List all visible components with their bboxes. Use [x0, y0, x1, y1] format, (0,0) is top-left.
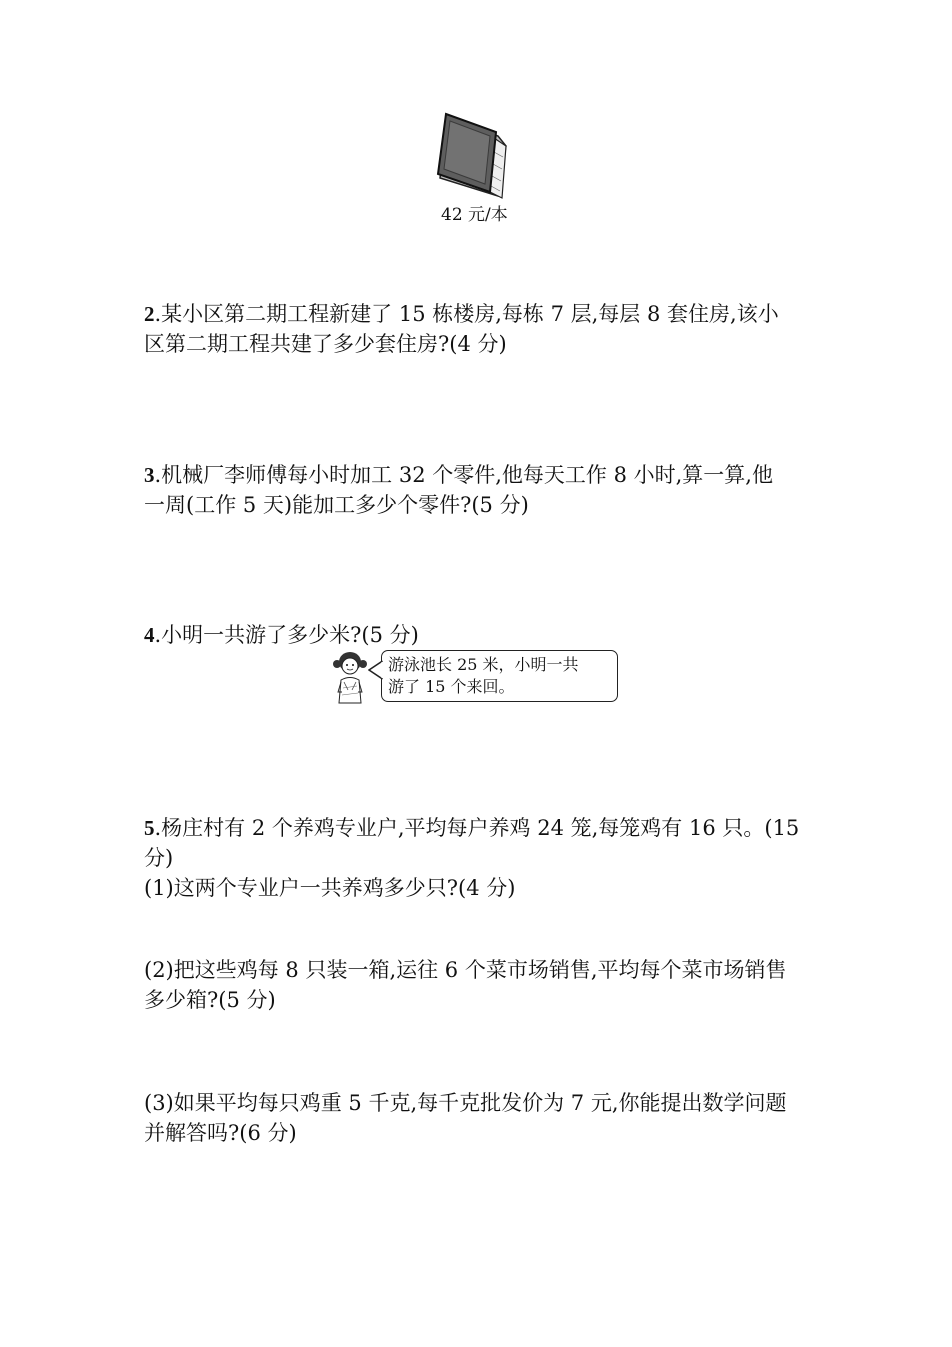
- question-5: [144, 813, 799, 843]
- speech-bubble-line: 游了 15 个来回。: [388, 677, 515, 696]
- book-price-caption: 42 元/本: [441, 205, 508, 225]
- book-icon: [436, 112, 516, 200]
- question-5-line-2: 分): [144, 846, 174, 870]
- question-number: 5: [144, 816, 155, 840]
- sub-question-1: (1)这两个专业户一共养鸡多少只?(4 分): [144, 876, 516, 900]
- question-3: [144, 460, 773, 490]
- question-3-line-2: 一周(工作 5 天)能加工多少个零件?(5 分): [144, 493, 529, 517]
- question-text-line: .机械厂李师傅每小时加工 32 个零件,他每天工作 8 小时,算一算,他: [154, 463, 773, 487]
- question-text-line: .小明一共游了多少米?(5 分): [154, 623, 419, 647]
- girl-figure: [330, 648, 370, 704]
- question-number: 2: [144, 302, 155, 326]
- book-figure: [436, 112, 516, 200]
- sub-question-2-line-2: 多少箱?(5 分): [144, 988, 276, 1012]
- question-2: [144, 299, 779, 329]
- sub-question-3-line-2: 并解答吗?(6 分): [144, 1121, 297, 1145]
- sub-question-3: (3)如果平均每只鸡重 5 千克,每千克批发价为 7 元,你能提出数学问题: [144, 1091, 787, 1115]
- speech-bubble-line: 游泳池长 25 米，小明一共: [388, 655, 579, 674]
- question-number: 3: [144, 463, 155, 487]
- speech-tail-icon: [368, 660, 384, 682]
- question-number: 4: [144, 623, 155, 647]
- speech-bubble: [381, 650, 618, 702]
- question-text-line: .杨庄村有 2 个养鸡专业户,平均每户养鸡 24 笼,每笼鸡有 16 只。(15: [154, 816, 800, 840]
- question-4: [144, 620, 419, 650]
- question-2-line-2: 区第二期工程共建了多少套住房?(4 分): [144, 332, 507, 356]
- sub-question-2: (2)把这些鸡每 8 只装一箱,运往 6 个菜市场销售,平均每个菜市场销售: [144, 958, 787, 982]
- question-text-line: .某小区第二期工程新建了 15 栋楼房,每栋 7 层,每层 8 套住房,该小: [154, 302, 779, 326]
- girl-icon: [330, 648, 370, 704]
